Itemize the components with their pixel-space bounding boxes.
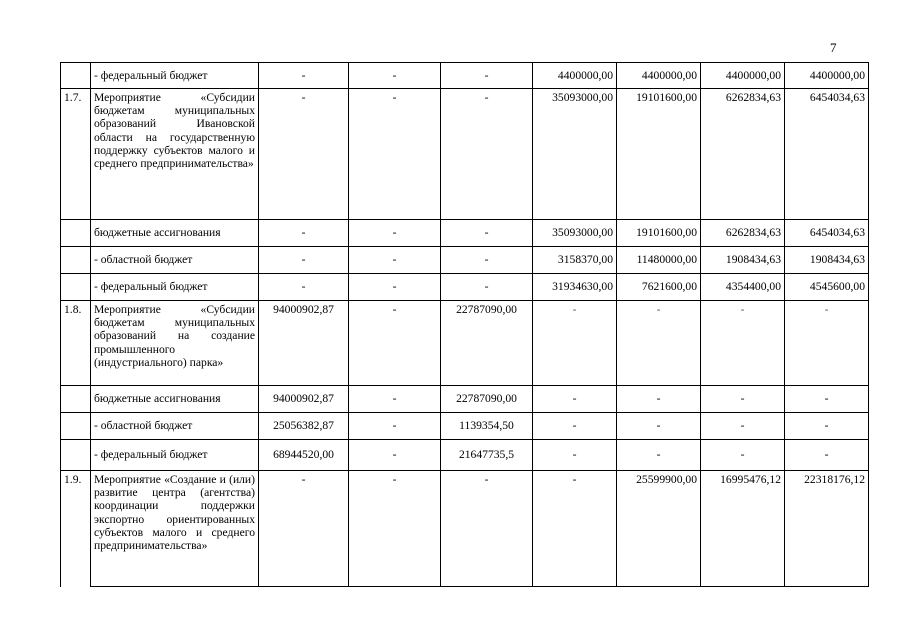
table-row [61, 471, 869, 587]
cell-value: - [441, 274, 533, 301]
row-description: - областной бюджет [91, 247, 259, 274]
cell-value: - [259, 63, 349, 89]
cell-value: - [441, 89, 533, 220]
cell-value: 1908434,63 [701, 247, 785, 274]
cell-value: 6454034,63 [785, 220, 869, 247]
row-description: Мероприятие «Субсидии бюджетам муниципальных образований на создание промышленного (индустриального) парка» [91, 301, 259, 386]
row-number [61, 220, 91, 247]
cell-value: 16995476,12 [701, 471, 785, 587]
cell-value: - [533, 413, 617, 440]
table-row [61, 63, 869, 89]
page-number: 7 [830, 40, 837, 55]
cell-value: 6454034,63 [785, 89, 869, 220]
cell-value: 25599900,00 [617, 471, 701, 587]
cell-value: 31934630,00 [533, 274, 617, 301]
row-number [61, 386, 91, 413]
cell-value: - [259, 274, 349, 301]
cell-value: - [441, 471, 533, 587]
cell-value: 21647735,5 [441, 440, 533, 471]
cell-value: - [785, 440, 869, 471]
row-number [61, 63, 91, 89]
table-row [61, 386, 869, 413]
cell-value: - [785, 413, 869, 440]
row-description: - федеральный бюджет [91, 274, 259, 301]
row-description: - федеральный бюджет [91, 63, 259, 89]
cell-value: - [533, 471, 617, 587]
cell-value: - [441, 247, 533, 274]
cell-value: 4400000,00 [701, 63, 785, 89]
row-description: Мероприятие «Создание и (или) развитие центра (агентства) координации поддержки экспортно ориентированных субъектов малого и среднего предпринимательства» [91, 471, 259, 587]
row-description: бюджетные ассигнования [91, 220, 259, 247]
table-row [61, 247, 869, 274]
cell-value: 3158370,00 [533, 247, 617, 274]
cell-value: 35093000,00 [533, 220, 617, 247]
cell-value: - [533, 301, 617, 386]
cell-value: - [701, 440, 785, 471]
row-number [61, 274, 91, 301]
cell-value: - [617, 440, 701, 471]
cell-value: 35093000,00 [533, 89, 617, 220]
row-number [61, 413, 91, 440]
cell-value: - [701, 413, 785, 440]
row-number: 1.8. [61, 301, 91, 386]
row-description: - областной бюджет [91, 413, 259, 440]
cell-value: - [617, 413, 701, 440]
cell-value: 68944520,00 [259, 440, 349, 471]
cell-value: 11480000,00 [617, 247, 701, 274]
cell-value: - [701, 386, 785, 413]
cell-value: - [441, 220, 533, 247]
cell-value: 19101600,00 [617, 89, 701, 220]
cell-value: - [349, 386, 441, 413]
cell-value: 25056382,87 [259, 413, 349, 440]
cell-value: 6262834,63 [701, 220, 785, 247]
budget-table [60, 62, 869, 587]
cell-value: - [617, 301, 701, 386]
cell-value: 4400000,00 [617, 63, 701, 89]
cell-value: - [349, 63, 441, 89]
table-row [61, 220, 869, 247]
table-row [61, 440, 869, 471]
table-row [61, 89, 869, 220]
cell-value: - [617, 386, 701, 413]
row-description: Мероприятие «Субсидии бюджетам муниципальных образований Ивановской области на государственную поддержку субъектов малого и среднего предпринимательства» [91, 89, 259, 220]
cell-value: - [349, 471, 441, 587]
cell-value: 22787090,00 [441, 386, 533, 413]
cell-value: 6262834,63 [701, 89, 785, 220]
cell-value: - [349, 301, 441, 386]
cell-value: - [533, 386, 617, 413]
cell-value: - [349, 413, 441, 440]
table-row [61, 274, 869, 301]
row-number [61, 440, 91, 471]
row-number: 1.9. [61, 471, 91, 587]
cell-value: - [349, 89, 441, 220]
cell-value: - [259, 247, 349, 274]
cell-value: 4545600,00 [785, 274, 869, 301]
cell-value: 94000902,87 [259, 301, 349, 386]
cell-value: - [441, 63, 533, 89]
cell-value: - [259, 89, 349, 220]
row-number: 1.7. [61, 89, 91, 220]
row-number [61, 247, 91, 274]
cell-value: - [349, 220, 441, 247]
table-row [61, 301, 869, 386]
cell-value: - [533, 440, 617, 471]
cell-value: 22787090,00 [441, 301, 533, 386]
row-description: - федеральный бюджет [91, 440, 259, 471]
cell-value: 94000902,87 [259, 386, 349, 413]
cell-value: - [259, 471, 349, 587]
cell-value: - [349, 440, 441, 471]
cell-value: - [259, 220, 349, 247]
cell-value: 22318176,12 [785, 471, 869, 587]
cell-value: 1139354,50 [441, 413, 533, 440]
cell-value: - [349, 274, 441, 301]
row-description: бюджетные ассигнования [91, 386, 259, 413]
cell-value: 19101600,00 [617, 220, 701, 247]
table-row [61, 413, 869, 440]
cell-value: - [701, 301, 785, 386]
cell-value: 4400000,00 [533, 63, 617, 89]
cell-value: - [785, 301, 869, 386]
cell-value: 1908434,63 [785, 247, 869, 274]
cell-value: 4354400,00 [701, 274, 785, 301]
cell-value: 7621600,00 [617, 274, 701, 301]
cell-value: - [785, 386, 869, 413]
cell-value: 4400000,00 [785, 63, 869, 89]
cell-value: - [349, 247, 441, 274]
